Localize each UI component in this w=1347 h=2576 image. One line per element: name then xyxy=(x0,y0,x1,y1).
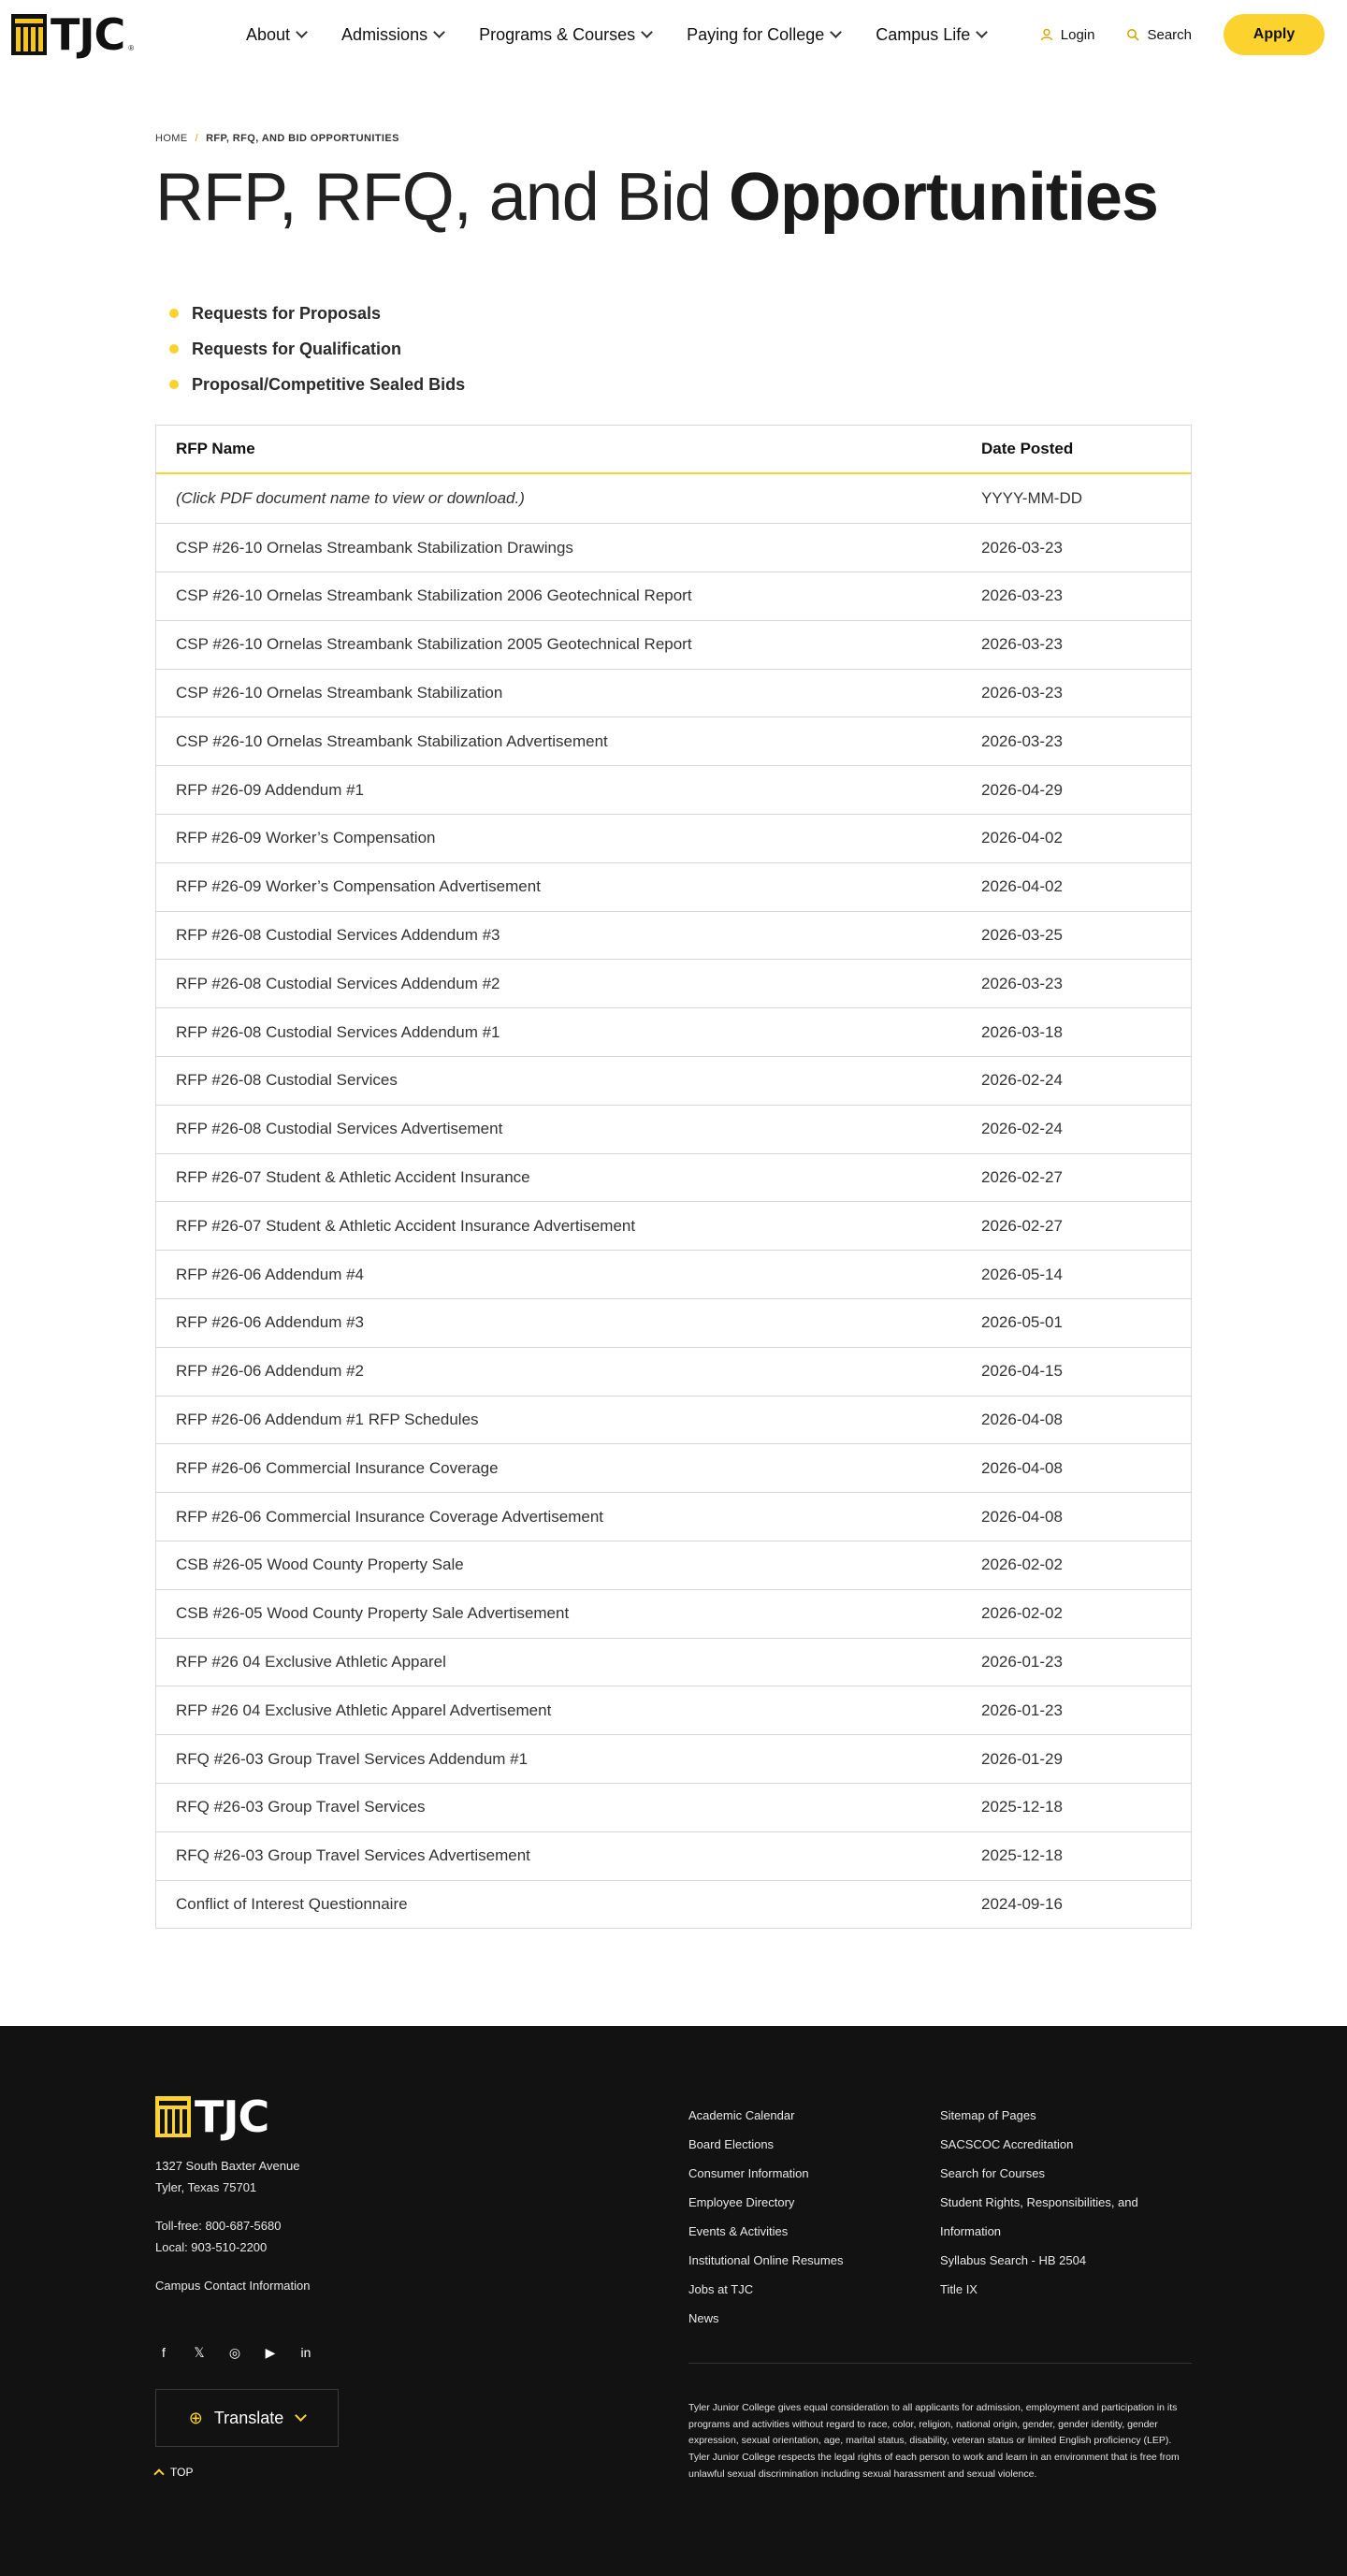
rfp-document-link[interactable]: RFP #26-09 Addendum #1 xyxy=(176,780,364,799)
globe-icon: ⊕ xyxy=(188,2408,203,2427)
rfp-document-link[interactable]: CSP #26-10 Ornelas Streambank Stabilization 2006 Geotechnical Report xyxy=(176,586,692,605)
footer-links-col1 xyxy=(688,2101,932,2333)
table-row xyxy=(156,1396,1191,1444)
page-title-bold: Opportunities xyxy=(728,160,1158,235)
nav-label: Admissions xyxy=(341,24,428,44)
date-posted: 2026-02-27 xyxy=(981,1167,1063,1186)
search-link[interactable] xyxy=(1126,27,1192,43)
footer-phones xyxy=(155,2215,398,2258)
chevron-down-icon xyxy=(641,26,653,38)
table-row xyxy=(156,1686,1191,1734)
table-row xyxy=(156,1153,1191,1202)
logo-columns-icon xyxy=(155,2096,191,2137)
date-posted: 2026-04-02 xyxy=(981,877,1063,896)
social-links xyxy=(155,2345,398,2361)
search-icon xyxy=(1126,28,1139,41)
table-note-row xyxy=(156,474,1191,523)
table-row xyxy=(156,1105,1191,1153)
header-utilities xyxy=(1040,14,1336,55)
top-label: TOP xyxy=(170,2466,194,2480)
footer-link[interactable]: Board Elections xyxy=(688,2137,775,2152)
search-label: Search xyxy=(1147,26,1192,43)
table-row xyxy=(156,669,1191,717)
footer-link[interactable]: Title IX xyxy=(940,2282,978,2297)
date-posted: 2026-03-23 xyxy=(981,974,1063,992)
table-row xyxy=(156,1443,1191,1492)
footer-link[interactable]: SACSCOC Accreditation xyxy=(940,2137,1074,2152)
rfp-document-link[interactable]: RFP #26-09 Worker’s Compensation Advertisement xyxy=(176,877,541,896)
nav-about[interactable] xyxy=(246,25,306,45)
date-posted: 2026-03-23 xyxy=(981,635,1063,654)
table-row xyxy=(156,1298,1191,1347)
translate-button[interactable] xyxy=(155,2389,339,2447)
rfp-table xyxy=(155,425,1192,1929)
list-item xyxy=(169,331,1192,367)
table-row xyxy=(156,1347,1191,1396)
chevron-down-icon xyxy=(296,26,308,38)
table-row xyxy=(156,620,1191,669)
table-row xyxy=(156,716,1191,765)
footer-address xyxy=(155,2155,398,2198)
footer-link[interactable]: Academic Calendar xyxy=(688,2108,795,2123)
nav-paying-for-college[interactable] xyxy=(687,25,840,45)
table-row xyxy=(156,1589,1191,1638)
chevron-up-icon xyxy=(153,2469,164,2480)
table-row xyxy=(156,814,1191,862)
site-logo[interactable] xyxy=(11,9,166,60)
rfp-document-link[interactable]: RFP #26-06 Addendum #2 xyxy=(176,1362,364,1381)
footer-link[interactable]: Search for Courses xyxy=(940,2166,1045,2181)
back-to-top-link[interactable] xyxy=(155,2466,398,2479)
legal-notice: Tyler Junior College gives equal consideration to all applicants for admission, employment and participation in its programs and activities without regard to race, color, religion, national origin, gender, gender identity, gender expression, sexual orientation, age, marital status, disability, veteran status or limited English proficiency (LEP). Tyler Junior College respects the legal rights of each person to work and learn in an environment that is free from unlawful sexual discrimination including sexual harassment and sexual violence. xyxy=(688,2402,1180,2480)
rfp-document-link[interactable]: RFQ #26-03 Group Travel Services xyxy=(176,1798,426,1816)
site-footer xyxy=(0,2026,1347,2576)
rfp-document-link[interactable]: RFP #26-06 Commercial Insurance Coverage Advertisement xyxy=(176,1507,604,1526)
page-title-light: RFP, RFQ, and Bid xyxy=(155,160,711,235)
table-row xyxy=(156,1734,1191,1783)
footer-link[interactable]: Employee Directory xyxy=(688,2195,795,2210)
list-item-label: Requests for Qualification xyxy=(192,339,402,358)
footer-link[interactable]: News xyxy=(688,2311,719,2326)
date-format-note: YYYY-MM-DD xyxy=(981,489,1082,508)
footer-link[interactable]: Syllabus Search - HB 2504 xyxy=(940,2253,1087,2268)
list-item-label: Requests for Proposals xyxy=(192,303,382,323)
footer-link[interactable]: Institutional Online Resumes xyxy=(688,2253,844,2268)
date-posted: 2026-01-23 xyxy=(981,1652,1063,1671)
address-line: Tyler, Texas 75701 xyxy=(155,2180,257,2195)
breadcrumb-separator: / xyxy=(195,133,199,144)
rfp-document-link[interactable]: RFP #26-06 Commercial Insurance Coverage xyxy=(176,1458,499,1477)
rfp-document-link[interactable]: RFP #26-08 Custodial Services Addendum #2 xyxy=(176,974,500,992)
nav-campus-life[interactable] xyxy=(876,25,986,45)
date-posted: 2026-02-24 xyxy=(981,1071,1063,1090)
rfp-document-link[interactable]: RFP #26 04 Exclusive Athletic Apparel Advertisement xyxy=(176,1700,552,1719)
footer-contact xyxy=(155,2091,398,2480)
nav-label: Campus Life xyxy=(876,24,971,44)
column-header-date: Date Posted xyxy=(981,440,1074,458)
rfp-document-link[interactable]: RFP #26-07 Student & Athletic Accident Insurance xyxy=(176,1167,530,1186)
footer-link[interactable]: Sitemap of Pages xyxy=(940,2108,1036,2123)
list-item xyxy=(169,367,1192,402)
chevron-down-icon xyxy=(830,26,842,38)
rfp-document-link[interactable]: RFP #26-08 Custodial Services Advertisement xyxy=(176,1120,503,1138)
footer-link[interactable]: Jobs at TJC xyxy=(688,2282,754,2297)
date-posted: 2026-02-27 xyxy=(981,1216,1063,1235)
x-icon[interactable]: 𝕏 xyxy=(194,2345,205,2361)
table-note: (Click PDF document name to view or download.) xyxy=(176,489,525,508)
logo-text: TJC xyxy=(51,9,125,60)
rfp-document-link[interactable]: CSP #26-10 Ornelas Streambank Stabilization Advertisement xyxy=(176,731,608,750)
date-posted: 2026-04-08 xyxy=(981,1507,1063,1526)
date-posted: 2026-04-08 xyxy=(981,1458,1063,1477)
user-icon xyxy=(1040,28,1053,41)
nav-label: Programs & Courses xyxy=(479,24,636,44)
translate-label: Translate xyxy=(213,2408,284,2427)
date-posted: 2026-02-02 xyxy=(981,1556,1063,1574)
date-posted: 2025-12-18 xyxy=(981,1798,1063,1816)
breadcrumb xyxy=(155,133,1192,144)
linkedin-icon[interactable]: in xyxy=(300,2345,311,2361)
rfp-document-link[interactable]: CSB #26-05 Wood County Property Sale xyxy=(176,1556,464,1574)
youtube-icon[interactable]: ▶ xyxy=(265,2345,276,2361)
login-link[interactable] xyxy=(1040,27,1095,43)
breadcrumb-home[interactable]: HOME xyxy=(155,133,188,144)
table-row xyxy=(156,862,1191,911)
footer-links-col2 xyxy=(940,2101,1183,2304)
rfp-document-link[interactable]: RFP #26-07 Student & Athletic Accident Insurance Advertisement xyxy=(176,1216,636,1235)
table-row xyxy=(156,1638,1191,1686)
date-posted: 2026-03-23 xyxy=(981,683,1063,702)
date-posted: 2025-12-18 xyxy=(981,1846,1063,1865)
date-posted: 2026-03-25 xyxy=(981,925,1063,944)
breadcrumb-current: RFP, RFQ, AND BID OPPORTUNITIES xyxy=(206,133,399,144)
page-title xyxy=(155,157,1192,238)
address-line: 1327 South Baxter Avenue xyxy=(155,2159,300,2174)
date-posted: 2026-02-02 xyxy=(981,1604,1063,1623)
table-row xyxy=(156,1250,1191,1298)
footer-link[interactable]: Student Rights, Responsibilities, and Information xyxy=(940,2195,1138,2239)
date-posted: 2026-01-23 xyxy=(981,1700,1063,1719)
rfp-document-link[interactable]: RFP #26 04 Exclusive Athletic Apparel xyxy=(176,1652,446,1671)
date-posted: 2026-05-14 xyxy=(981,1265,1063,1283)
date-posted: 2026-03-18 xyxy=(981,1022,1063,1041)
footer-logo[interactable] xyxy=(155,2091,398,2143)
table-row xyxy=(156,1007,1191,1056)
rfp-document-link[interactable]: CSP #26-10 Ornelas Streambank Stabilization 2005 Geotechnical Report xyxy=(176,635,692,654)
table-row xyxy=(156,1541,1191,1589)
rfp-document-link[interactable]: RFP #26-08 Custodial Services xyxy=(176,1071,398,1090)
login-label: Login xyxy=(1060,26,1095,43)
table-row xyxy=(156,523,1191,572)
site-header xyxy=(0,0,1347,69)
table-row xyxy=(156,959,1191,1007)
date-posted: 2026-05-01 xyxy=(981,1313,1063,1332)
date-posted: 2026-03-23 xyxy=(981,538,1063,557)
chevron-down-icon xyxy=(433,26,445,38)
rfp-document-link[interactable]: RFP #26-06 Addendum #4 xyxy=(176,1265,364,1283)
date-posted: 2026-04-02 xyxy=(981,829,1063,847)
rfp-document-link[interactable]: RFP #26-08 Custodial Services Addendum #3 xyxy=(176,925,500,944)
table-header-row xyxy=(156,426,1191,474)
bullet-dot-icon xyxy=(169,380,179,389)
date-posted: 2026-04-29 xyxy=(981,780,1063,799)
bullet-dot-icon xyxy=(169,309,179,318)
list-item-label: Proposal/Competitive Sealed Bids xyxy=(192,374,466,394)
table-row xyxy=(156,572,1191,620)
rfp-document-link[interactable]: RFP #26-08 Custodial Services Addendum #1 xyxy=(176,1022,500,1041)
table-row xyxy=(156,765,1191,814)
date-posted: 2026-02-24 xyxy=(981,1120,1063,1138)
list-item xyxy=(169,296,1192,331)
rfp-types-list xyxy=(169,296,1192,402)
table-row xyxy=(156,1831,1191,1880)
chevron-down-icon xyxy=(295,2410,307,2422)
table-row xyxy=(156,1880,1191,1929)
footer-logo-text: TJC xyxy=(195,2091,269,2143)
footer-link[interactable]: Events & Activities xyxy=(688,2224,789,2239)
facebook-icon[interactable]: f xyxy=(162,2345,166,2361)
rfp-document-link[interactable]: CSP #26-10 Ornelas Streambank Stabilization xyxy=(176,683,503,702)
instagram-icon[interactable]: ◎ xyxy=(228,2345,241,2361)
logo-columns-icon xyxy=(11,14,47,55)
apply-button[interactable]: Apply xyxy=(1224,14,1325,55)
date-posted: 2026-04-08 xyxy=(981,1410,1063,1428)
chevron-down-icon xyxy=(976,26,988,38)
date-posted: 2026-01-29 xyxy=(981,1749,1063,1768)
table-row xyxy=(156,911,1191,960)
rfp-document-link[interactable]: RFQ #26-03 Group Travel Services Advertisement xyxy=(176,1846,530,1865)
rfp-document-link[interactable]: CSP #26-10 Ornelas Streambank Stabilization Drawings xyxy=(176,538,573,557)
table-row xyxy=(156,1783,1191,1831)
date-posted: 2026-03-23 xyxy=(981,586,1063,605)
date-posted: 2026-04-15 xyxy=(981,1362,1063,1381)
date-posted: 2026-03-23 xyxy=(981,731,1063,750)
main-nav xyxy=(246,25,986,45)
main-content xyxy=(155,69,1192,1929)
campus-contact-link[interactable]: Campus Contact Information xyxy=(155,2279,311,2294)
rfp-document-link[interactable]: RFP #26-09 Worker’s Compensation xyxy=(176,829,436,847)
nav-label: About xyxy=(246,24,291,44)
table-row xyxy=(156,1056,1191,1105)
rfp-document-link[interactable]: CSB #26-05 Wood County Property Sale Advertisement xyxy=(176,1604,570,1623)
rfp-document-link[interactable]: RFQ #26-03 Group Travel Services Addendum #1 xyxy=(176,1749,529,1768)
rfp-document-link[interactable]: RFP #26-06 Addendum #1 RFP Schedules xyxy=(176,1410,479,1428)
date-posted: 2024-09-16 xyxy=(981,1894,1063,1913)
footer-divider xyxy=(688,2363,1192,2364)
bullet-dot-icon xyxy=(169,344,179,354)
tollfree-phone[interactable]: Toll-free: 800-687-5680 xyxy=(155,2219,282,2234)
rfp-document-link[interactable]: RFP #26-06 Addendum #3 xyxy=(176,1313,364,1332)
nav-programs-courses[interactable] xyxy=(479,25,651,45)
registered-mark: ® xyxy=(128,44,135,52)
rfp-document-link[interactable]: Conflict of Interest Questionnaire xyxy=(176,1894,408,1913)
table-row xyxy=(156,1201,1191,1250)
footer-link[interactable]: Consumer Information xyxy=(688,2166,809,2181)
table-row xyxy=(156,1492,1191,1541)
column-header-name: RFP Name xyxy=(176,440,255,458)
nav-label: Paying for College xyxy=(687,24,825,44)
local-phone[interactable]: Local: 903-510-2200 xyxy=(155,2240,268,2255)
nav-admissions[interactable] xyxy=(341,25,443,45)
